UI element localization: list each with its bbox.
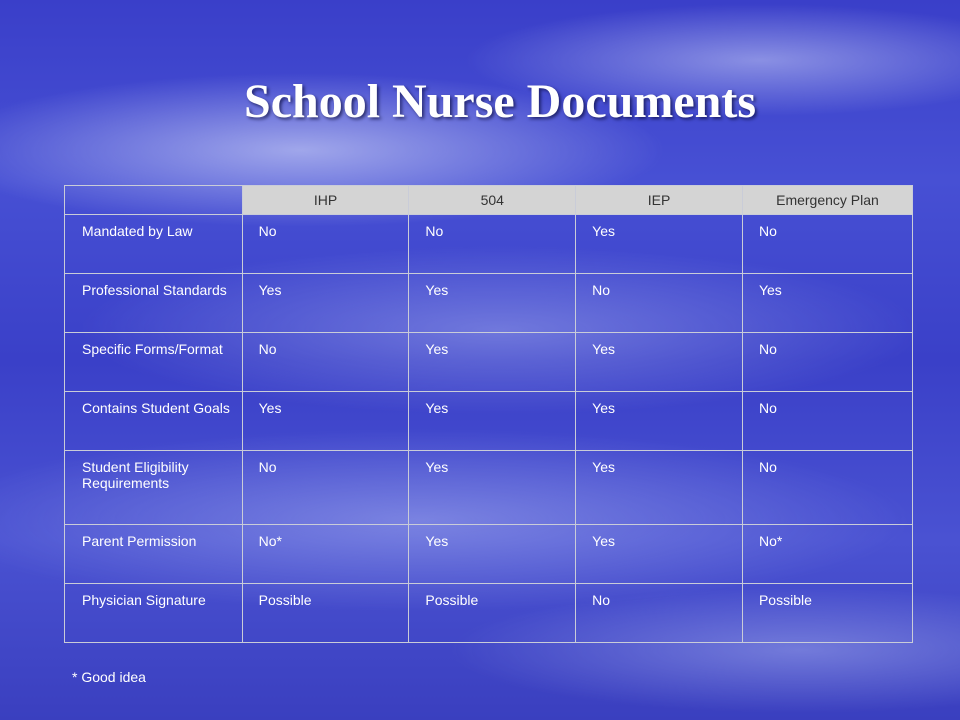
table-cell: No* [742,525,912,584]
column-header-iep: IEP [576,186,743,215]
table-cell: Yes [576,525,743,584]
table-cell: No [742,451,912,525]
table-cell: Yes [242,274,409,333]
table-cell: Yes [409,392,576,451]
table-cell: No [409,215,576,274]
table-cell: Yes [242,392,409,451]
slide-title: School Nurse Documents [244,75,756,128]
table-row [65,274,913,333]
table-cell: Yes [576,392,743,451]
table-row [65,525,913,584]
table-cell: No [742,215,912,274]
table-cell: Yes [742,274,912,333]
table-row [65,333,913,392]
table-cell: Yes [576,333,743,392]
table-cell: Yes [409,525,576,584]
table-row [65,451,913,525]
table-row [65,584,913,643]
table-cell: Yes [409,333,576,392]
table-cell: Yes [576,451,743,525]
table-cell: Yes [409,451,576,525]
row-label: Parent Permission [65,525,243,584]
row-label: Professional Standards [65,274,243,333]
column-header-emergency-plan: Emergency Plan [742,186,912,215]
table-cell: No [242,215,409,274]
table-cell: No [576,274,743,333]
table-cell: No [742,392,912,451]
row-label: Physician Signature [65,584,243,643]
table-cell: Yes [576,215,743,274]
corner-cell [65,186,243,215]
table-cell: No [742,333,912,392]
table-cell: No [576,584,743,643]
table-row [65,392,913,451]
table-row [65,215,913,274]
row-label: Specific Forms/Format [65,333,243,392]
column-header-504: 504 [409,186,576,215]
table-cell: Yes [409,274,576,333]
documents-table [64,185,913,643]
table-cell: No [242,333,409,392]
row-label: Student Eligibility Requirements [65,451,243,525]
table-header-row [65,186,913,215]
footnote: * Good idea [72,669,146,685]
table-cell: Possible [409,584,576,643]
table-cell: Possible [242,584,409,643]
table-cell: No* [242,525,409,584]
row-label: Contains Student Goals [65,392,243,451]
column-header-ihp: IHP [242,186,409,215]
row-label: Mandated by Law [65,215,243,274]
table-cell: Possible [742,584,912,643]
table-cell: No [242,451,409,525]
